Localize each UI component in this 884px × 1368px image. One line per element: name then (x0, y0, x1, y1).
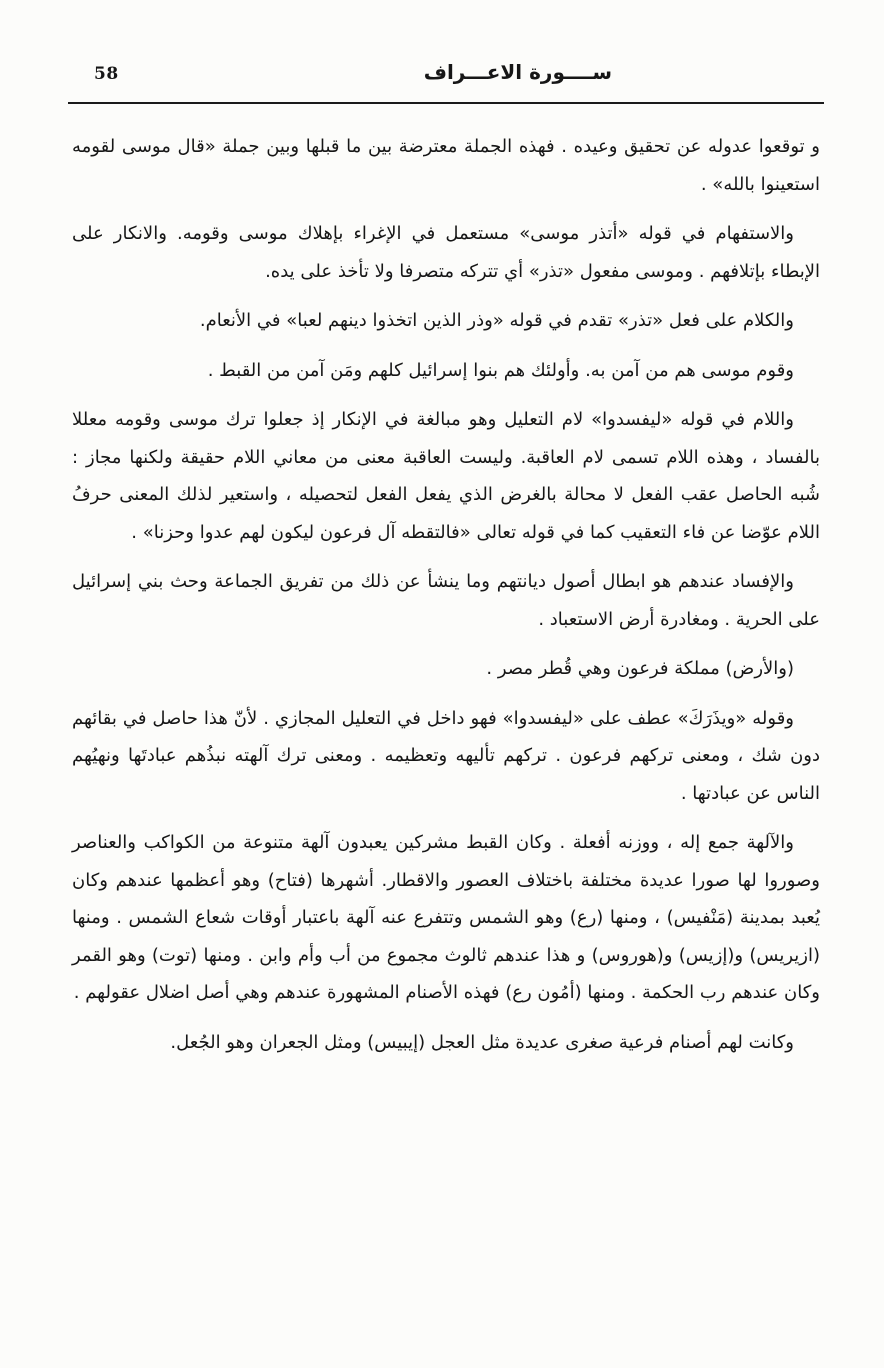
paragraph-2: والاستفهام في قوله «أتذر موسى» مستعمل في الإغراء بإهلاك موسى وقومه. والانكار على الإبطاء بإتلافهم . وموسى مفعول «تذر» أي تتركه متصرفا ولا تأخذ على يده. (72, 223, 820, 282)
paragraph-10: وكانت لهم أصنام فرعية صغرى عديدة مثل العجل (إيبيس) ومثل الجعران وهو الجُعل. (170, 1031, 794, 1053)
paragraph-7: (والأرض) مملكة فرعون وهي قُطر مصر . (486, 658, 794, 679)
surah-title: ســــورة الاعـــراف (423, 60, 612, 84)
header-rule (68, 102, 824, 104)
paragraph-1: و توقعوا عدوله عن تحقيق وعيده . فهذه الجملة معترضة بين ما قبلها وبين جملة «قال موسى لقومه استعينوا بالله» . (72, 136, 820, 195)
paragraph-9: والآلهة جمع إله ، ووزنه أفعلة . وكان القبط مشركين يعبدون آلهة متنوعة من الكواكب والعناصر وصوروا لها صورا عديدة مختلفة باختلاف العصور والاقطار. أشهرها (فتاح) وهو أعظمها عندهم وكان يُعبد بمدينة (مَنْفيس) ، ومنها (رع) وهو الشمس وتتفرع عنه آلهة باعتبار أوقات شعاع الشمس . ومنها (ازيريس) و(إزيس) و(هوروس) و هذا عندهم ثالوث مجموع من أب وأم وابن . ومنها (توت) وهو القمر وكان عندهم رب الحكمة . ومنها (أمُون رع) فهذه الأصنام المشهورة عندهم وهي أصل اضلال عقولهم . (72, 832, 820, 1003)
page-number: 58 (94, 64, 119, 84)
running-header (70, 56, 822, 92)
paragraph-8: وقوله «ويذَرَكَ» عطف على «ليفسدوا» فهو داخل في التعليل المجازي . لأنّ هذا حاصل في بقائهم دون شك ، ومعنى تركهم فرعون . تركهم تأليهه وتعظيمه . ومعنى ترك آلهته نبذُهم عبادتَها ونهيُهم الناس عن عبادتها . (72, 707, 820, 804)
paragraph-3: والكلام على فعل «تذر» تقدم في قوله «وذر الذين اتخذوا دينهم لعبا» في الأنعام. (199, 310, 794, 331)
page-body (72, 128, 820, 1073)
paragraph-5: واللام في قوله «ليفسدوا» لام التعليل وهو مبالغة في الإنكار إذ جعلوا ترك موسى وقومه معللا بالفساد ، وهذه اللام تسمى لام العاقبة. وليست العاقبة معنى من معاني اللام حقيقة ولكنها مجاز : شُبه الحاصل عقب الفعل لا محالة بالغرض الذي يفعل الفعل لتحصيله ، واستعير لذلك المعنى حرفُ اللام عوّضا عن فاء التعقيب كما في قوله تعالى «فالتقطه آل فرعون ليكون لهم عدوا وحزنا» . (72, 409, 820, 543)
paragraph-4: وقوم موسى هم من آمن به. وأولئك هم بنوا إسرائيل كلهم ومَن آمن من القبط . (207, 359, 794, 381)
paragraph-6: والإفساد عندهم هو ابطال أصول ديانتهم وما ينشأ عن ذلك من تفريق الجماعة وحث بني إسرائيل على الحرية . ومغادرة أرض الاستعباد . (72, 571, 820, 630)
